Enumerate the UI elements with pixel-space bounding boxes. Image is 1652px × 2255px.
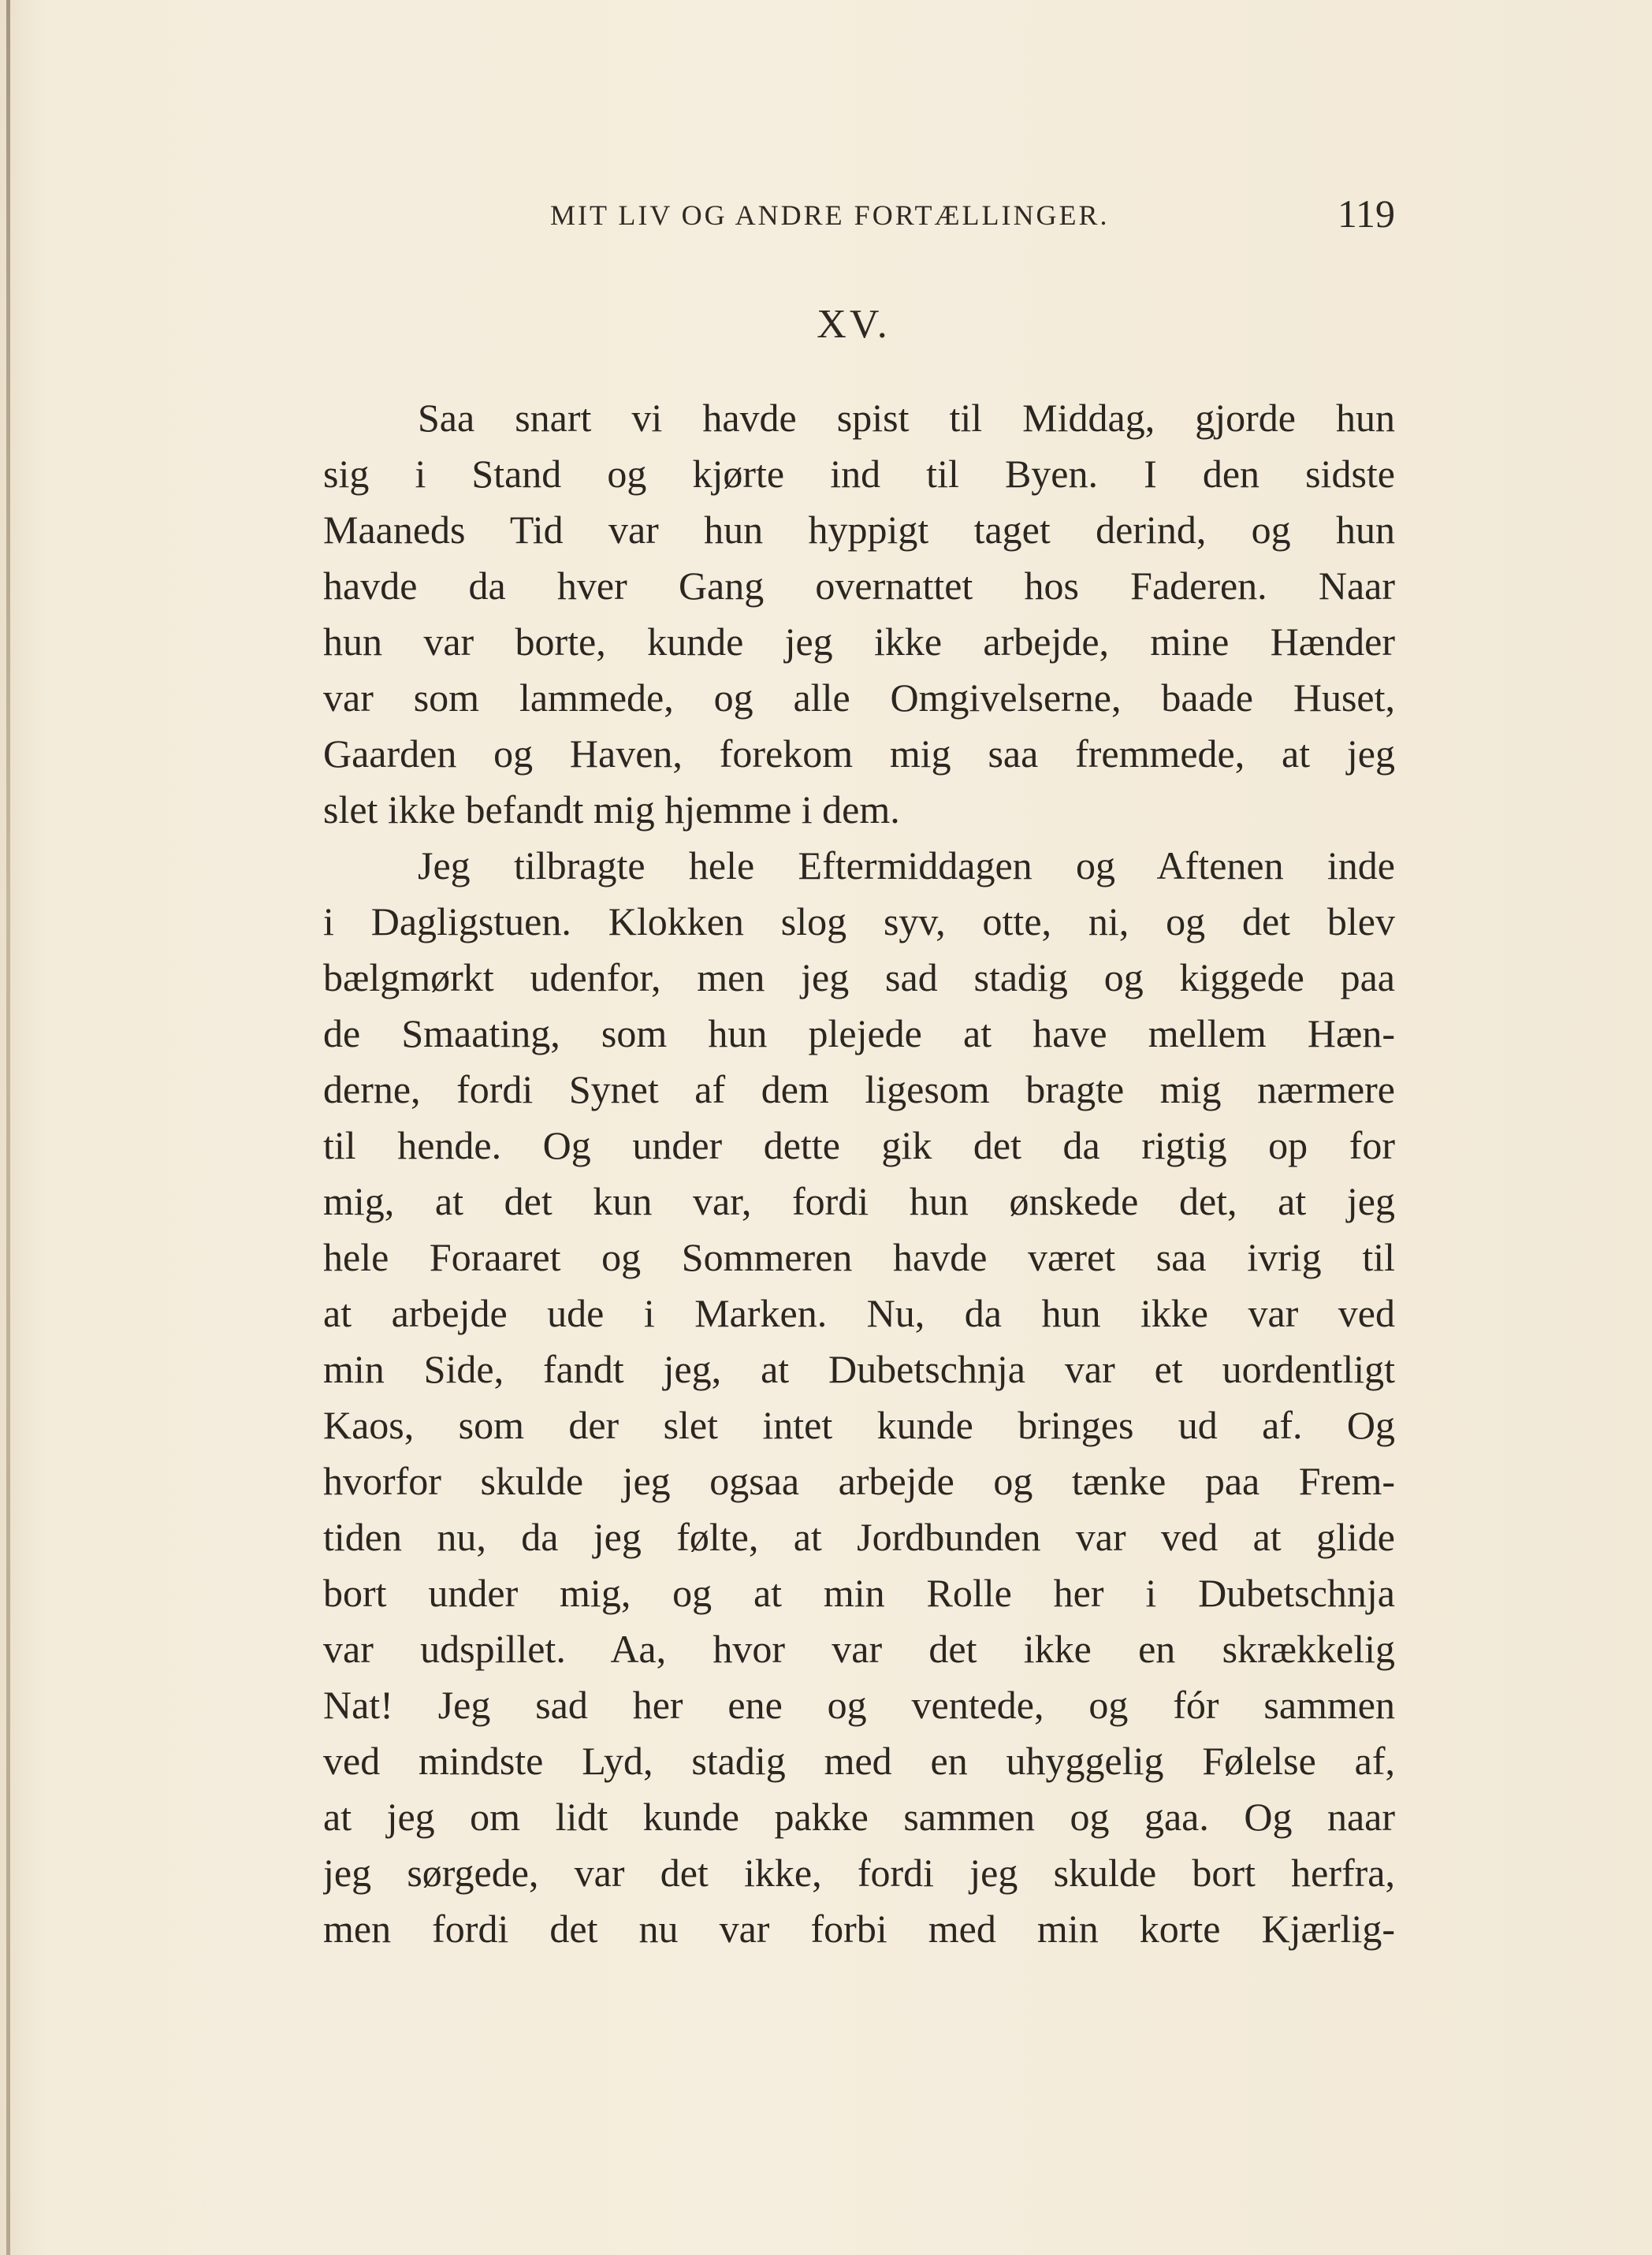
text-line: men fordi det nu var forbi med min korte Kjærlig- bbox=[323, 1907, 1395, 1951]
text-line: sig i Stand og kjørte ind til Byen. I den sidste bbox=[323, 452, 1395, 496]
text-line: hun var borte, kunde jeg ikke arbejde, mine Hænder bbox=[323, 620, 1395, 664]
text-line: var udspillet. Aa, hvor var det ikke en skrækkelig bbox=[323, 1627, 1395, 1671]
text-line: havde da hver Gang overnattet hos Faderen. Naar bbox=[323, 564, 1395, 608]
text-line: i Dagligstuen. Klokken slog syv, otte, ni, og det blev bbox=[323, 899, 1395, 943]
body-text bbox=[323, 390, 1395, 1957]
text-line: tiden nu, da jeg følte, at Jordbunden var ved at glide bbox=[323, 1515, 1395, 1559]
text-line: Jeg tilbragte hele Eftermiddagen og Aftenen inde bbox=[418, 843, 1395, 887]
text-line: til hende. Og under dette gik det da rigtig op for bbox=[323, 1123, 1395, 1167]
text-line: at jeg om lidt kunde pakke sammen og gaa. Og naar bbox=[323, 1795, 1395, 1839]
text-line: Saa snart vi havde spist til Middag, gjorde hun bbox=[418, 396, 1395, 440]
text-line: slet ikke befandt mig hjemme i dem. bbox=[323, 787, 900, 832]
running-head bbox=[323, 191, 1395, 246]
text-line: hele Foraaret og Sommeren havde været saa ivrig til bbox=[323, 1235, 1395, 1279]
page-number: 119 bbox=[1337, 192, 1395, 236]
text-line: min Side, fandt jeg, at Dubetschnja var et uordentligt bbox=[323, 1347, 1395, 1391]
text-line: mig, at det kun var, fordi hun ønskede det, at jeg bbox=[323, 1179, 1395, 1223]
chapter-heading bbox=[0, 301, 1652, 348]
text-line: ved mindste Lyd, stadig med en uhyggelig Følelse af, bbox=[323, 1739, 1395, 1783]
text-line: var som lammede, og alle Omgivelserne, baade Huset, bbox=[323, 675, 1395, 720]
text-line: de Smaating, som hun plejede at have mellem Hæn- bbox=[323, 1011, 1395, 1055]
text-line: bælgmørkt udenfor, men jeg sad stadig og kiggede paa bbox=[323, 955, 1395, 999]
running-title: MIT LIV OG ANDRE FORTÆLLINGER. bbox=[550, 199, 1110, 231]
text-line: hvorfor skulde jeg ogsaa arbejde og tænke paa Frem- bbox=[323, 1459, 1395, 1503]
text-line: Nat! Jeg sad her ene og ventede, og fór sammen bbox=[323, 1683, 1395, 1727]
text-line: Gaarden og Haven, forekom mig saa fremmede, at jeg bbox=[323, 731, 1395, 776]
text-line: at arbejde ude i Marken. Nu, da hun ikke var ved bbox=[323, 1291, 1395, 1335]
text-line: jeg sørgede, var det ikke, fordi jeg skulde bort herfra, bbox=[323, 1851, 1395, 1895]
text-line: derne, fordi Synet af dem ligesom bragte mig nærmere bbox=[323, 1067, 1395, 1111]
text-line: Maaneds Tid var hun hyppigt taget derind, og hun bbox=[323, 508, 1395, 552]
chapter-numeral: XV. bbox=[817, 302, 891, 347]
text-line: Kaos, som der slet intet kunde bringes ud af. Og bbox=[323, 1403, 1395, 1447]
text-line: bort under mig, og at min Rolle her i Dubetschnja bbox=[323, 1571, 1395, 1615]
